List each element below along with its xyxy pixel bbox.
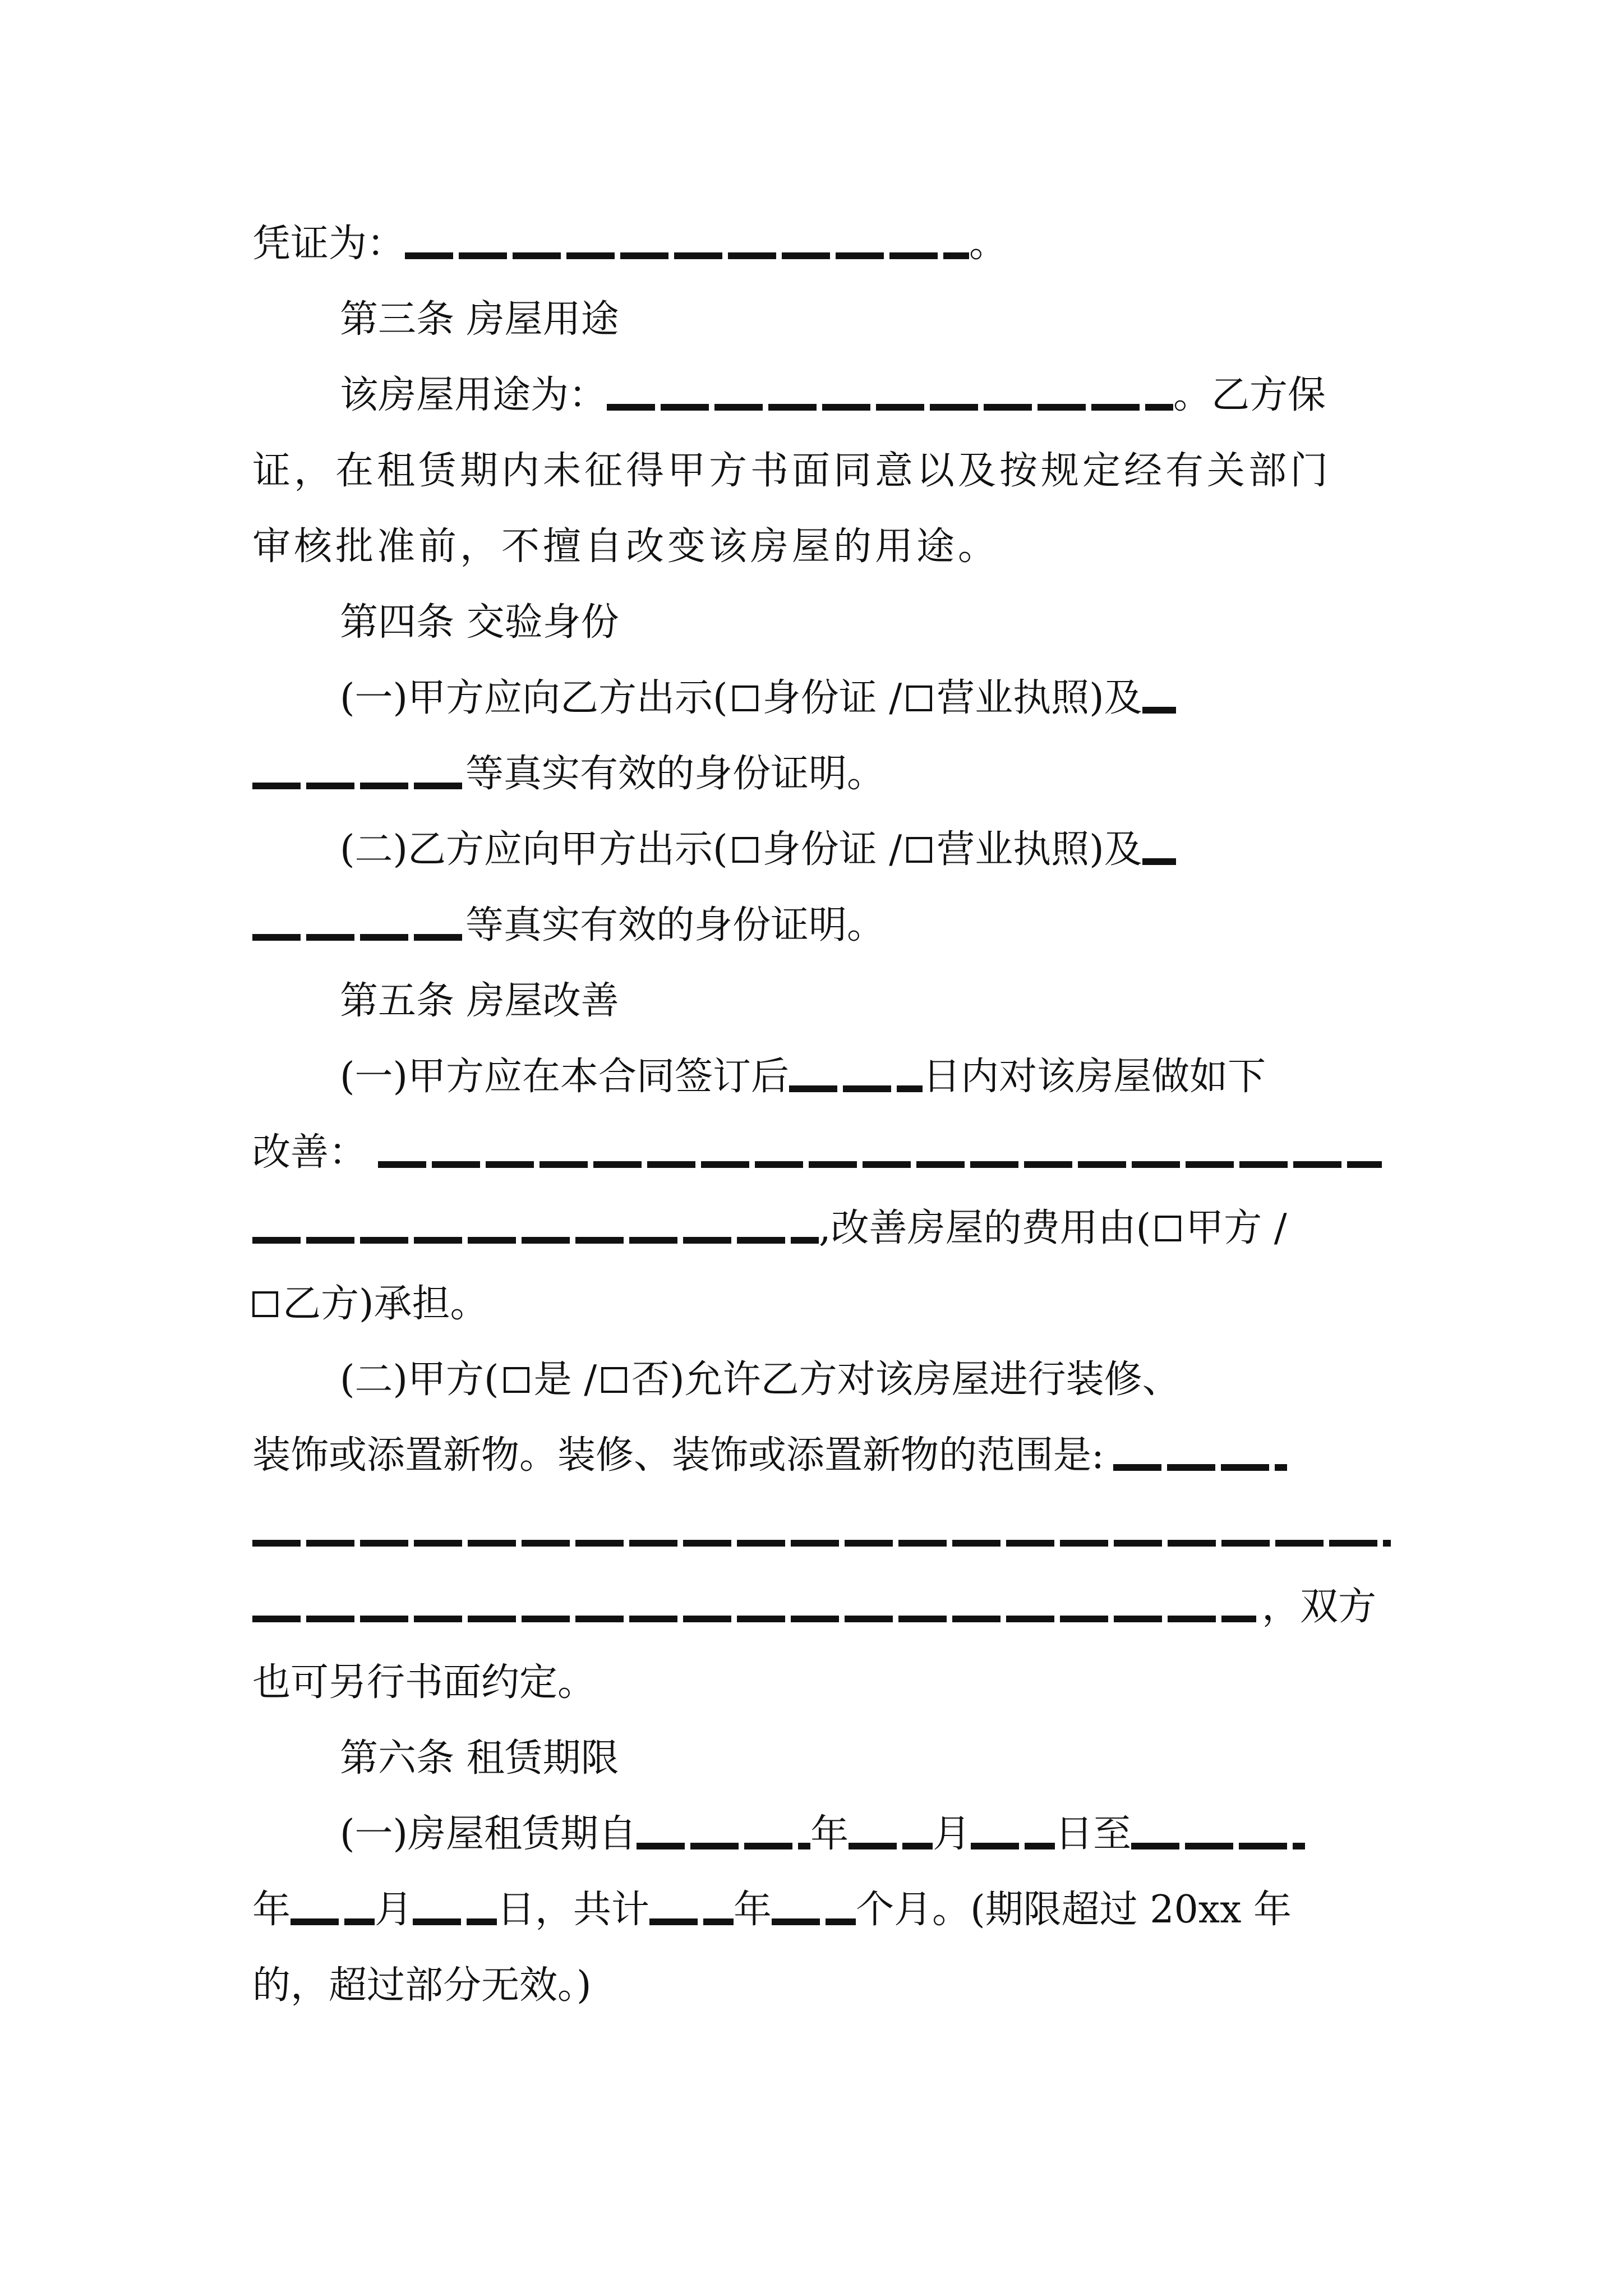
text-run: 日至 <box>1055 1812 1132 1856</box>
text-run: (二)乙方应向甲方出示( <box>340 827 728 872</box>
text-run: 年 <box>252 1888 291 1932</box>
text-run: 日内对该房屋做如下 <box>923 1055 1266 1099</box>
text-run: 身份证 / <box>762 827 902 872</box>
fill-blank[interactable] <box>849 1843 933 1849</box>
article-title: 第四条 交验身份 <box>340 600 619 645</box>
text-run: 改善： <box>252 1130 367 1175</box>
doc-line <box>252 1198 1391 1259</box>
doc-line <box>252 440 1391 502</box>
fill-blank[interactable] <box>413 1918 497 1925</box>
text-run: 月 <box>933 1812 971 1856</box>
text-run: ,改善房屋的费用由( <box>819 1206 1151 1250</box>
text-run: (二)甲方( <box>340 1358 499 1402</box>
doc-line <box>252 1879 1391 1941</box>
text-run: 。乙方保 <box>1173 373 1326 417</box>
doc-line <box>252 213 1391 275</box>
text-run: 审核批准前，不擅自改变该房屋的用途。 <box>252 524 1000 569</box>
text-run: 等真实有效的身份证明。 <box>465 903 886 947</box>
fill-blank[interactable] <box>378 1161 1382 1168</box>
fill-blank[interactable] <box>252 783 465 789</box>
article-heading <box>340 592 1391 654</box>
text-run: 该房屋用途为： <box>340 373 607 417</box>
fill-blank[interactable] <box>1113 1464 1287 1471</box>
text-run: 的，超过部分无效。) <box>252 1963 592 2008</box>
checkbox[interactable] <box>906 837 932 863</box>
doc-line <box>340 1803 1391 1865</box>
checkbox[interactable] <box>732 837 758 863</box>
fill-blank[interactable] <box>1142 858 1176 865</box>
text-run: 年 <box>810 1812 849 1856</box>
checkbox[interactable] <box>601 1367 627 1393</box>
fill-blank[interactable] <box>607 404 1173 411</box>
text-run: 。 <box>969 222 1008 266</box>
doc-line <box>252 1122 1391 1184</box>
doc-line <box>340 365 1391 426</box>
doc-line <box>252 1425 1391 1487</box>
fill-blank[interactable] <box>405 252 969 259</box>
text-run: 乙方)承担。 <box>283 1282 488 1326</box>
text-run: 个月。(期限超过 20xx 年 <box>856 1888 1292 1932</box>
text-run: (一)甲方应在本合同签订后 <box>340 1055 790 1099</box>
fill-blank[interactable] <box>649 1918 734 1925</box>
text-run: (一)甲方应向乙方出示( <box>340 676 728 720</box>
text-run: 月 <box>375 1888 413 1932</box>
doc-line <box>252 1501 1391 1562</box>
checkbox[interactable] <box>732 685 758 711</box>
fill-blank[interactable] <box>789 1085 923 1092</box>
text-run: 也可另行书面约定。 <box>252 1660 596 1705</box>
article-heading <box>340 289 1391 351</box>
doc-line <box>252 743 1391 805</box>
doc-line <box>340 668 1391 729</box>
fill-blank[interactable] <box>637 1843 810 1849</box>
checkbox[interactable] <box>906 685 932 711</box>
checkbox[interactable] <box>1155 1216 1181 1241</box>
article-heading <box>340 970 1391 1032</box>
article-title: 第六条 租赁期限 <box>340 1736 619 1780</box>
text-run: 年 <box>734 1888 772 1932</box>
text-run: 日，共计 <box>497 1888 650 1932</box>
doc-line <box>252 895 1391 956</box>
doc-line <box>340 819 1391 881</box>
doc-line <box>340 1349 1391 1411</box>
fill-blank[interactable] <box>252 1540 1391 1547</box>
fill-blank[interactable] <box>291 1918 375 1925</box>
doc-line <box>252 1955 1391 2017</box>
fill-blank[interactable] <box>1142 707 1176 714</box>
doc-line <box>252 1576 1391 1638</box>
article-heading <box>340 1728 1391 1789</box>
text-run: 是 / <box>533 1358 597 1402</box>
text-run: 营业执照)及 <box>937 676 1142 720</box>
text-run: 身份证 / <box>762 676 902 720</box>
text-run: 证，在租赁期内未征得甲方书面同意以及按规定经有关部门 <box>252 449 1332 493</box>
fill-blank[interactable] <box>971 1843 1055 1849</box>
text-run: 否)允许乙方对该房屋进行装修、 <box>631 1358 1181 1402</box>
doc-line <box>252 1652 1391 1714</box>
checkbox[interactable] <box>252 1291 278 1317</box>
article-title: 第五条 房屋改善 <box>340 979 619 1023</box>
text-run: 凭证为： <box>252 222 405 266</box>
doc-line <box>252 516 1391 578</box>
text-run: (一)房屋租赁期自 <box>340 1812 637 1856</box>
fill-blank[interactable] <box>772 1918 856 1925</box>
doc-line <box>340 1046 1391 1108</box>
doc-line <box>252 1273 1391 1335</box>
text-run: 甲方 / <box>1186 1206 1287 1250</box>
fill-blank[interactable] <box>252 1616 1256 1622</box>
text-run: ，双方 <box>1262 1585 1377 1629</box>
article-title: 第三条 房屋用途 <box>340 297 619 342</box>
text-run: 营业执照)及 <box>937 827 1142 872</box>
text-run: 等真实有效的身份证明。 <box>465 752 886 796</box>
fill-blank[interactable] <box>1131 1843 1305 1849</box>
fill-blank[interactable] <box>252 1237 819 1244</box>
checkbox[interactable] <box>504 1367 529 1393</box>
text-run: 装饰或添置新物。装修、装饰或添置新物的范围是: <box>252 1433 1104 1478</box>
fill-blank[interactable] <box>252 934 465 941</box>
